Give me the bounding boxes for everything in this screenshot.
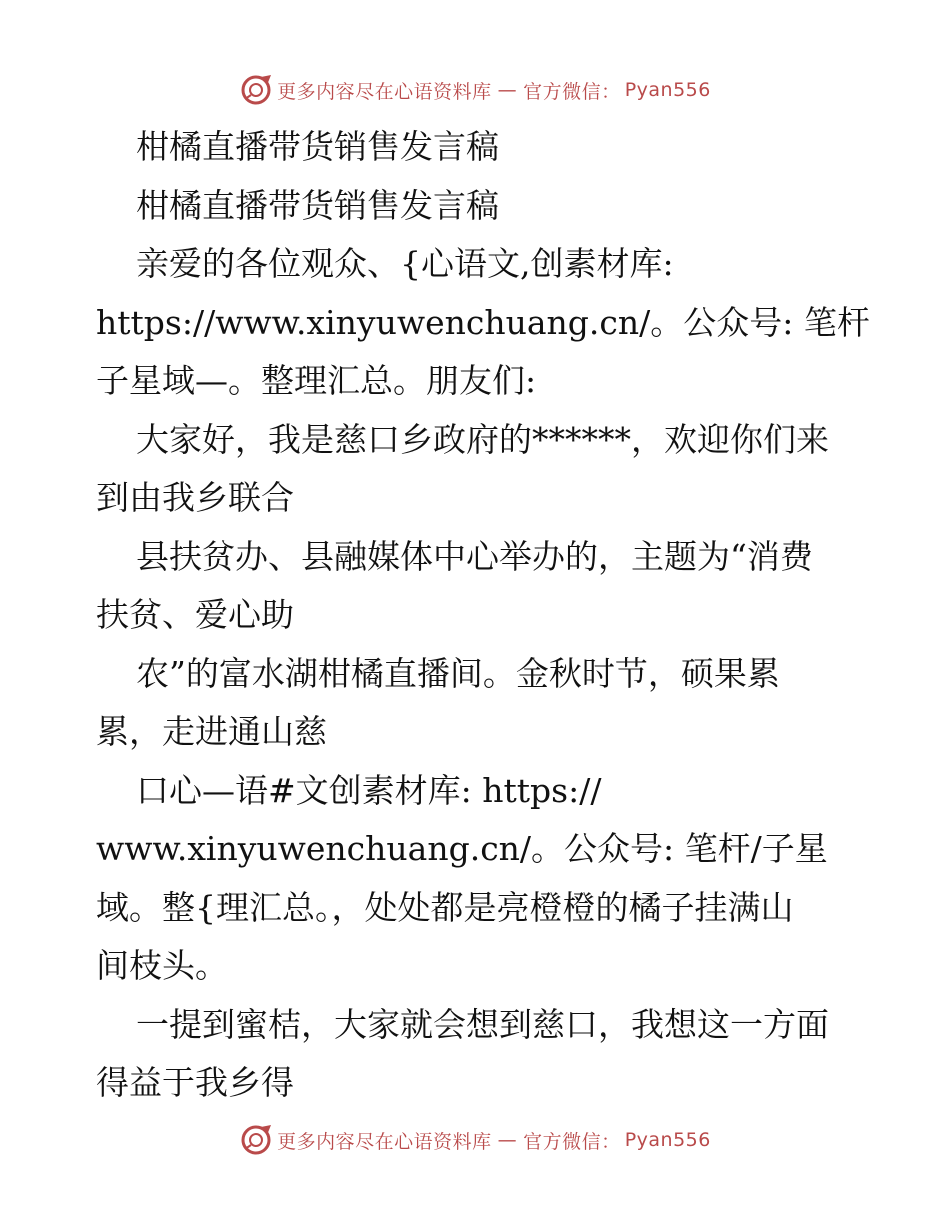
text-line: 累，走进通山慈 <box>96 712 327 751</box>
text-line: 大家好，我是慈口乡政府的******，欢迎你们来 <box>136 419 829 459</box>
banner-dash: — <box>497 79 518 101</box>
header-banner <box>0 70 950 110</box>
banner-text: 更多内容尽在心语资料库 <box>277 80 492 103</box>
text-line: 扶贫、爱心助 <box>96 595 294 634</box>
text-line: www.xinyuwenchuang.cn/。公众号: 笔杆/子星 <box>96 829 828 868</box>
banner-text: 更多内容尽在心语资料库 <box>277 1130 492 1153</box>
banner-wechat-label: 官方微信： <box>523 80 621 103</box>
banner-content <box>239 73 711 107</box>
text-line: 农”的富水湖柑橘直播间。金秋时节，硕果累 <box>136 653 780 693</box>
document-body <box>96 118 870 1113</box>
text-line: 柑橘直播带货销售发言稿 <box>136 127 499 166</box>
banner-dash: — <box>497 1129 518 1151</box>
banner-content <box>239 1123 711 1157</box>
text-line: 得益于我乡得 <box>96 1063 294 1102</box>
text-line: 柑橘直播带货销售发言稿 <box>136 185 499 225</box>
banner-wechat-id: Pyan556 <box>624 1129 711 1151</box>
pen-logo-icon <box>239 1123 273 1157</box>
text-line: 亲爱的各位观众、{心语文,创素材库: <box>136 244 674 283</box>
footer-banner <box>0 1120 950 1160</box>
banner-wechat-label: 官方微信： <box>523 1130 621 1153</box>
text-line: 域。整{理汇总。，处处都是亮橙橙的橘子挂满山 <box>96 887 794 927</box>
text-line: 到由我乡联合 <box>96 478 294 517</box>
text-line: 子星域—。整理汇总。朋友们: <box>96 361 537 400</box>
text-line: https://www.xinyuwenchuang.cn/。公众号: 笔杆 <box>96 302 870 342</box>
text-line: 口心—语#文创素材库: https:// <box>136 770 602 810</box>
pen-logo-icon <box>239 73 273 107</box>
text-line: 一提到蜜桔，大家就会想到慈口，我想这一方面 <box>136 1004 829 1044</box>
text-line: 间枝头。 <box>96 946 228 985</box>
banner-wechat-id: Pyan556 <box>624 79 711 101</box>
text-line: 县扶贫办、县融媒体中心举办的，主题为“消费 <box>136 536 813 576</box>
